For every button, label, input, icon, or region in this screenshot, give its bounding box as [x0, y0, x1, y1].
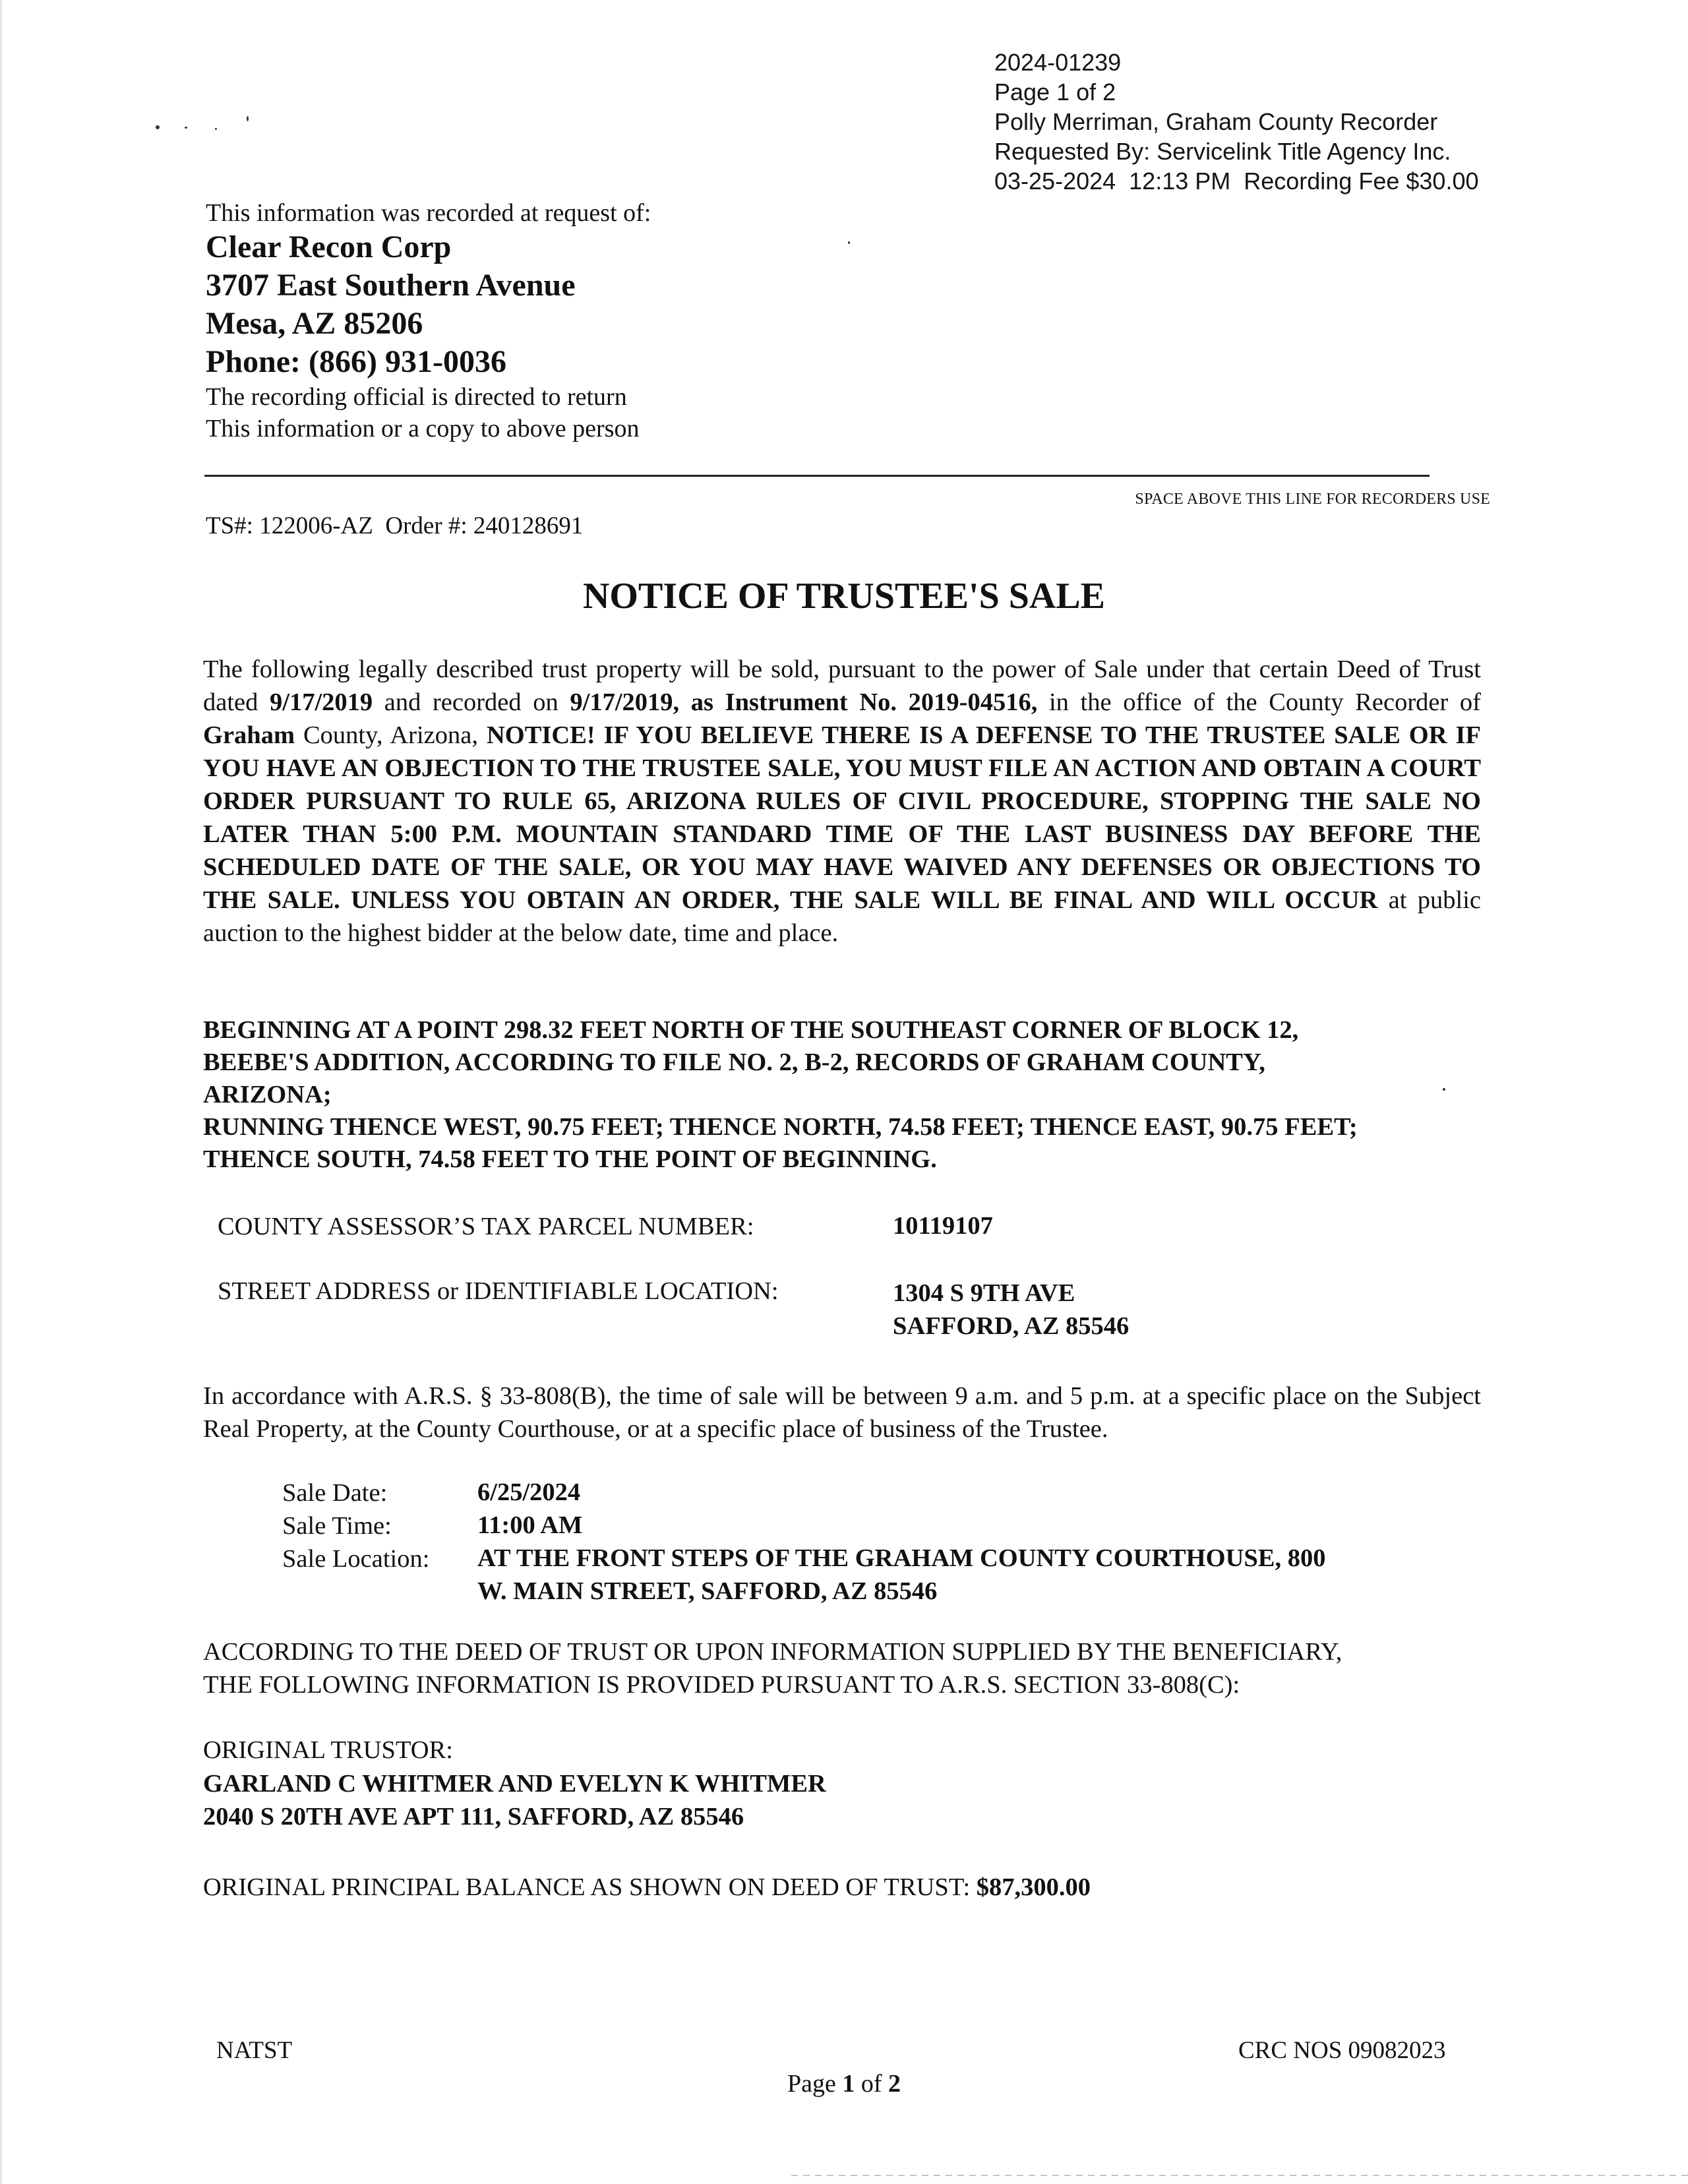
requestor-block	[206, 228, 576, 381]
principal-value: $87,300.00	[976, 1873, 1091, 1901]
document-title: NOTICE OF TRUSTEE'S SALE	[582, 576, 1106, 617]
parcel-number: 10119107	[893, 1212, 993, 1240]
sale-location-label: Sale Location:	[282, 1545, 430, 1573]
page-of: of	[855, 2070, 889, 2098]
page-total: 2	[888, 2070, 901, 2098]
intro-text-5: at public auction to the highest bidder at the below date, time and place.	[203, 886, 1481, 947]
legal-line: RUNNING THENCE WEST, 90.75 FEET; THENCE NORTH, 74.58 FEET; THENCE EAST, 90.75 FEET;	[203, 1113, 1358, 1141]
requestor-name: Clear Recon Corp	[206, 229, 452, 264]
parcel-label: COUNTY ASSESSOR’S TAX PARCEL NUMBER:	[218, 1213, 754, 1240]
recording-date-time: 03-25-2024 12:13 PM Recording Fee $30.00	[994, 167, 1479, 195]
trustor-info	[203, 1767, 826, 1833]
recording-recorder: Polly Merriman, Graham County Recorder	[994, 108, 1438, 135]
deed-date: 9/17/2019	[270, 688, 373, 716]
scan-speck	[185, 127, 187, 129]
scan-speck	[848, 241, 850, 244]
requestor-return-instructions	[206, 381, 639, 444]
principal-label: ORIGINAL PRINCIPAL BALANCE AS SHOWN ON DEED OF TRUST:	[203, 1873, 977, 1901]
county-name: Graham	[203, 721, 295, 749]
recorded-info: 9/17/2019, as Instrument No. 2019-04516,	[570, 688, 1038, 716]
trustor-label: ORIGINAL TRUSTOR:	[203, 1736, 453, 1764]
according-line-2: THE FOLLOWING INFORMATION IS PROVIDED PURSUANT TO A.R.S. SECTION 33-808(C):	[203, 1671, 1240, 1699]
scan-speck	[215, 128, 217, 130]
requestor-intro: This information was recorded at request of:	[206, 199, 651, 227]
legal-line: BEEBE'S ADDITION, ACCORDING TO FILE NO. 2, B-2, RECORDS OF GRAHAM COUNTY,	[203, 1048, 1265, 1076]
defense-notice: NOTICE! IF YOU BELIEVE THERE IS A DEFENSE TO THE TRUSTEE SALE OR IF YOU HAVE AN OBJECTION TO THE TRUSTEE SALE, YOU MUST FILE AN ACTION AND OBTAIN A COURT ORDER PURSUANT TO RULE 65, ARIZONA RULES OF CIVIL PROCEDURE, STOPPING THE SALE NO LATER THAN 5:00 P.M. MOUNTAIN STANDARD TIME OF THE LAST BUSINESS DAY BEFORE THE SCHEDULED DATE OF THE SALE, OR YOU MAY HAVE WAIVED ANY DEFENSES OR OBJECTIONS TO THE SALE. UNLESS YOU OBTAIN AN ORDER, THE SALE WILL BE FINAL AND WILL OCCUR	[203, 721, 1482, 914]
legal-line: THENCE SOUTH, 74.58 FEET TO THE POINT OF BEGINNING.	[203, 1145, 937, 1173]
beneficiary-info-statement	[203, 1635, 1342, 1701]
scan-artifact	[791, 2175, 1688, 2176]
principal-balance	[203, 1873, 1091, 1902]
intro-text-1: The following legally described trust property will be sold, pursuant to the power of Sale under that certain Deed of Trust dated	[203, 655, 1481, 716]
trustor-address: 2040 S 20TH AVE APT 111, SAFFORD, AZ 85546	[203, 1803, 744, 1831]
scan-speck	[247, 116, 249, 121]
scan-speck	[156, 125, 160, 129]
trustor-names: GARLAND C WHITMER AND EVELYN K WHITMER	[203, 1770, 826, 1798]
recording-doc-number: 2024-01239	[994, 49, 1122, 76]
recording-page: Page 1 of 2	[994, 78, 1116, 106]
requestor-phone: Phone: (866) 931-0036	[206, 344, 506, 379]
legal-line: BEGINNING AT A POINT 298.32 FEET NORTH OF THE SOUTHEAST CORNER OF BLOCK 12,	[203, 1016, 1299, 1044]
sale-location-line-2: W. MAIN STREET, SAFFORD, AZ 85546	[477, 1577, 938, 1605]
requestor-street: 3707 East Southern Avenue	[206, 268, 576, 303]
intro-paragraph	[203, 653, 1481, 950]
footer-form-code: NATST	[216, 2037, 293, 2064]
sale-date: 6/25/2024	[477, 1478, 581, 1506]
sale-time-label: Sale Time:	[282, 1512, 392, 1540]
address-line-1: 1304 S 9TH AVE	[893, 1279, 1075, 1307]
legal-line: ARIZONA;	[203, 1081, 332, 1108]
address-label: STREET ADDRESS or IDENTIFIABLE LOCATION:	[218, 1277, 779, 1305]
ts-order-number: TS#: 122006-AZ Order #: 240128691	[206, 512, 584, 539]
time-of-sale-paragraph: In accordance with A.R.S. § 33-808(B), the time of sale will be between 9 a.m. and 5 p.m. at a specific place on the Subject Real Property, at the County Courthouse, or at a specific place of business of the Trustee.	[203, 1382, 1481, 1443]
scan-edge	[0, 0, 2, 2184]
return-line-1: The recording official is directed to return	[206, 383, 627, 411]
space-above-line-note: SPACE ABOVE THIS LINE FOR RECORDERS USE	[1135, 491, 1490, 508]
sale-time: 11:00 AM	[477, 1511, 583, 1539]
return-line-2: This information or a copy to above person	[206, 415, 640, 442]
recorder-use-divider	[204, 475, 1430, 477]
according-line-1: ACCORDING TO THE DEED OF TRUST OR UPON INFORMATION SUPPLIED BY THE BENEFICIARY,	[203, 1638, 1342, 1666]
legal-description	[203, 1014, 1476, 1176]
address-line-2: SAFFORD, AZ 85546	[893, 1312, 1130, 1340]
intro-text-4: County, Arizona,	[295, 721, 487, 749]
recording-stamp	[994, 47, 1478, 196]
footer-crc-code: CRC NOS 09082023	[1238, 2037, 1446, 2064]
intro-text-2: and recorded on	[373, 688, 570, 716]
recording-requested-by: Requested By: Servicelink Title Agency Inc.	[994, 138, 1451, 165]
footer-page-number	[0, 2069, 1688, 2098]
intro-text-3: in the office of the County Recorder of	[1037, 688, 1482, 716]
page-prefix: Page	[787, 2070, 843, 2098]
page-current: 1	[842, 2070, 855, 2098]
sale-location-line-1: AT THE FRONT STEPS OF THE GRAHAM COUNTY COURTHOUSE, 800	[477, 1544, 1326, 1572]
sale-date-label: Sale Date:	[282, 1479, 388, 1507]
requestor-city: Mesa, AZ 85206	[206, 306, 423, 341]
